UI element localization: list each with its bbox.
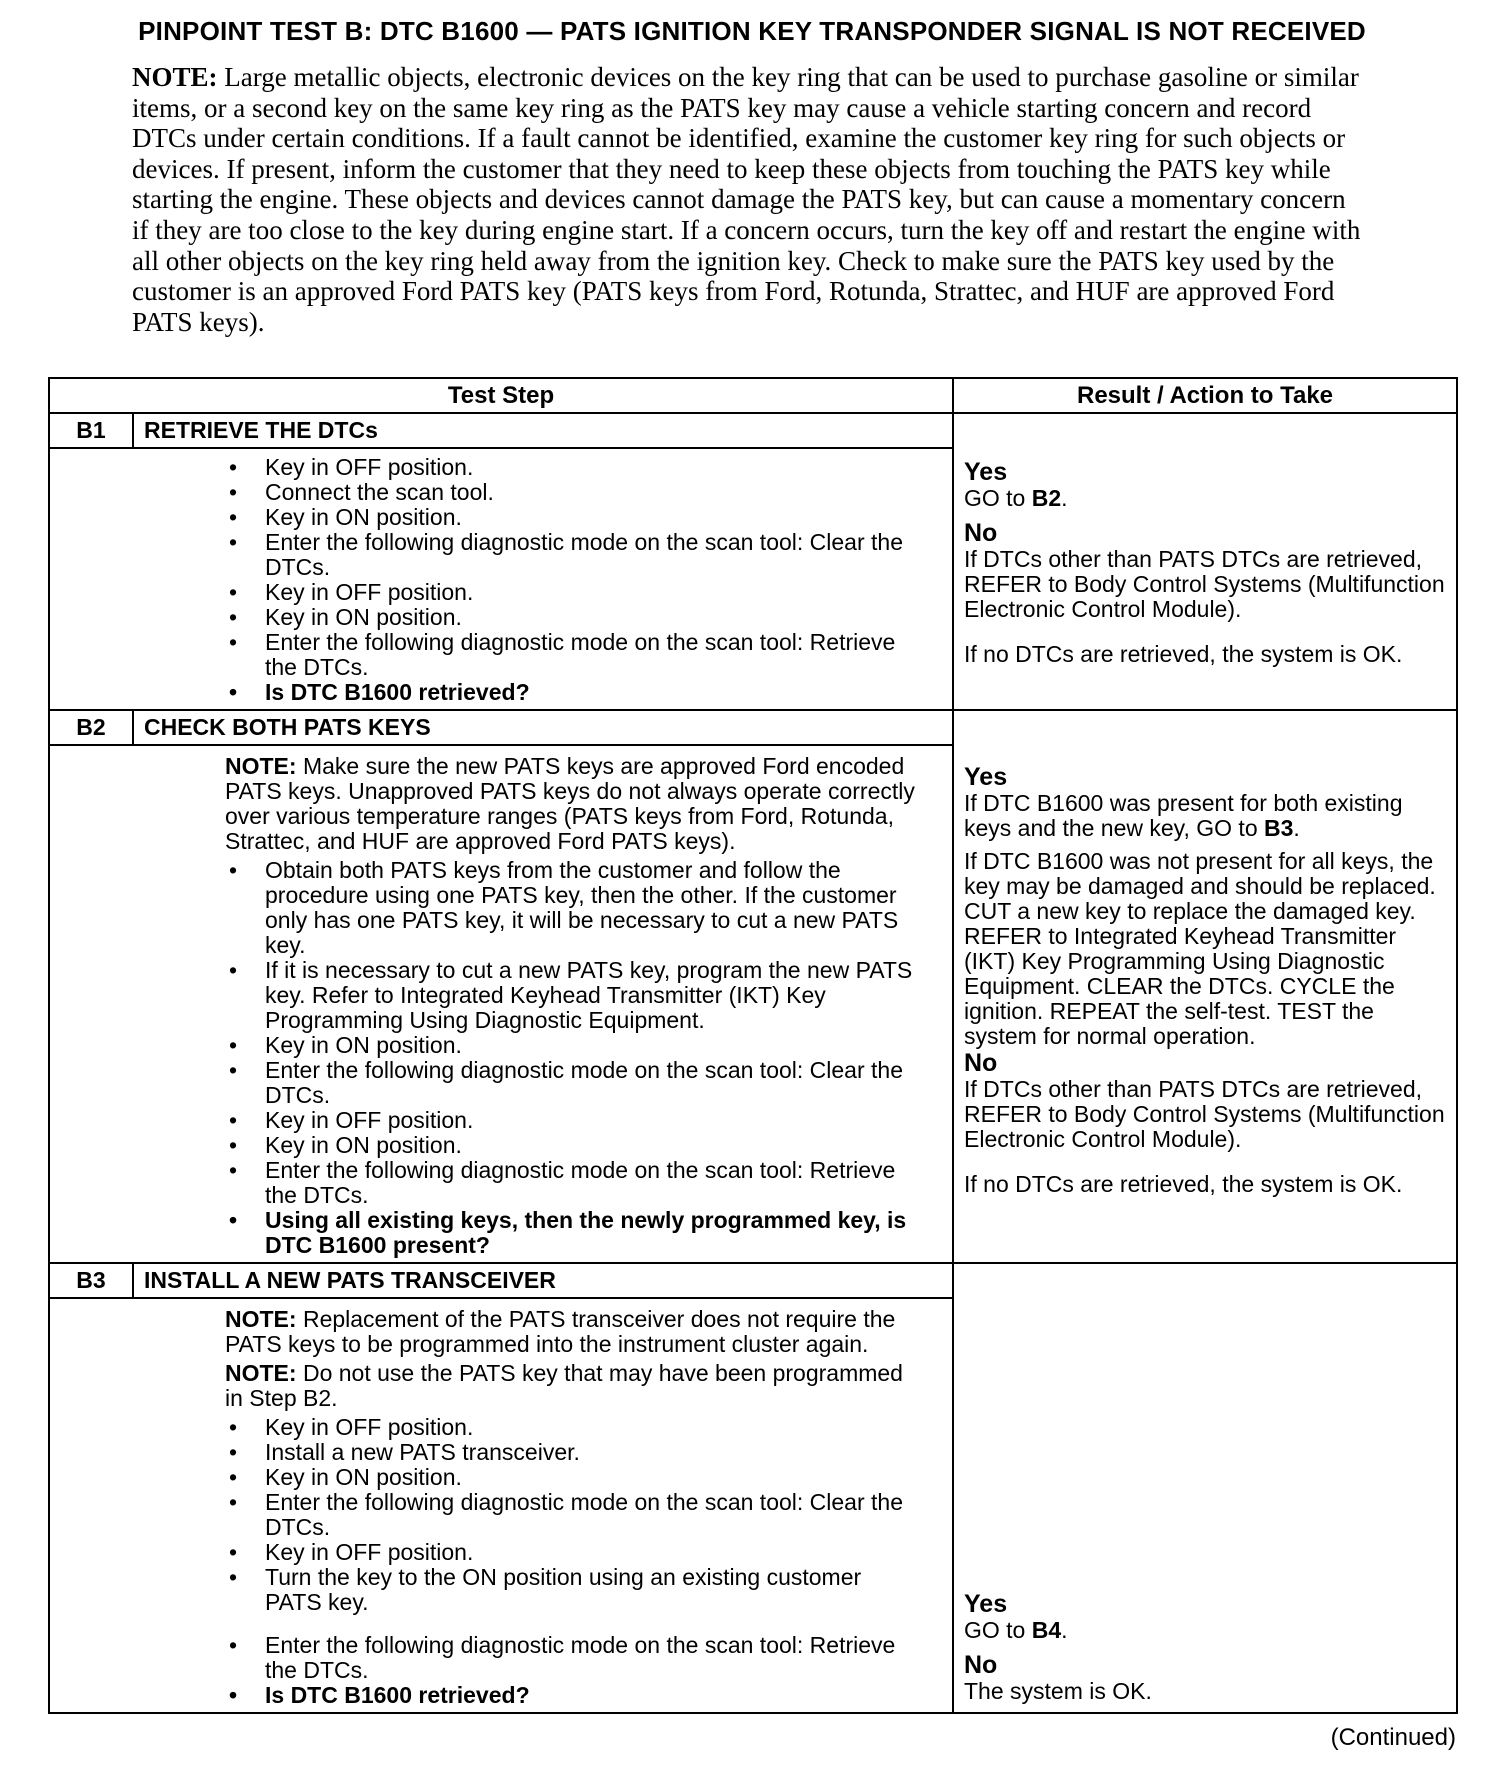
yes-label: Yes [964,1590,1008,1618]
no-action: The system is OK. [964,1678,1152,1704]
step-bullets [227,858,922,1258]
note-text: Replacement of the PATS transceiver does not require the PATS keys to be programmed into the instrument cluster again. [225,1306,896,1357]
bullet-item: • Key in ON position. [227,1465,922,1490]
step-body [133,448,953,710]
continued-label: (Continued) [1330,1724,1456,1751]
bullet-item: • Install a new PATS transceiver. [227,1440,922,1465]
bullet-item: • Enter the following diagnostic mode on the scan tool: Clear the DTCs. [227,1490,922,1540]
yes-label: Yes [964,458,1008,486]
step-question: • Is DTC B1600 retrieved? [227,680,922,705]
intro-note [132,62,1362,337]
bullet-item: • Enter the following diagnostic mode on the scan tool: Retrieve the DTCs. [227,1158,922,1208]
header-test-step: Test Step [49,378,953,413]
step-name: CHECK BOTH PATS KEYS [133,710,953,745]
step-name: RETRIEVE THE DTCs [133,413,953,448]
bullet-item: • Key in OFF position. [227,580,922,605]
bullet-item: • Key in OFF position. [227,1540,922,1565]
step-spacer [49,448,133,710]
step-body [133,745,953,1263]
bullet-item: • Connect the scan tool. [227,480,922,505]
note-text: Make sure the new PATS keys are approved Ford encoded PATS keys. Unapproved PATS keys do not always operate correctly over various temperature ranges (PATS keys from Ford, Rotunda, Strattec, and HUF are approved Ford PATS keys). [225,753,915,854]
yes-label: Yes [964,763,1008,791]
step-title-row [49,1263,1457,1298]
step-note [225,1361,922,1411]
step-spacer [49,1298,133,1713]
no-action: If DTCs other than PATS DTCs are retrieved, REFER to Body Control Systems (Multifunction Electronic Control Module). [964,1076,1445,1152]
step-result [953,710,1457,1263]
step-title-row [49,710,1457,745]
yes-action [964,1618,1450,1643]
step-title-row [49,413,1457,448]
bullet-item: • Turn the key to the ON position using an existing customer PATS key. [227,1565,922,1615]
bullet-item: • Obtain both PATS keys from the customer and follow the procedure using one PATS key, then the other. If the customer only has one PATS key, it will be necessary to cut a new PATS key. [227,858,922,958]
page-title: PINPOINT TEST B: DTC B1600 — PATS IGNITION KEY TRANSPONDER SIGNAL IS NOT RECEIVED [138,16,1366,46]
step-name: INSTALL A NEW PATS TRANSCEIVER [133,1263,953,1298]
pinpoint-test-table [48,377,1458,1714]
step-id: B2 [49,710,133,745]
yes-target: B2 [1031,485,1062,511]
bullet-item: • Key in ON position. [227,605,922,630]
bullet-item: • Enter the following diagnostic mode on the scan tool: Clear the DTCs. [227,530,922,580]
yes-suffix: . [1061,485,1068,511]
step-result [953,1263,1457,1713]
no-action: If DTCs other than PATS DTCs are retrieved, REFER to Body Control Systems (Multifunction Electronic Control Module). [964,546,1445,622]
no-action-2: If no DTCs are retrieved, the system is OK. [964,641,1403,667]
bullet-item: • Key in ON position. [227,1133,922,1158]
intro-note-label: NOTE: [132,62,218,92]
step-id: B3 [49,1263,133,1298]
no-action-2: If no DTCs are retrieved, the system is OK. [964,1171,1403,1197]
bullet-item: • Enter the following diagnostic mode on the scan tool: Retrieve the DTCs. [227,1633,922,1683]
yes-action [964,486,1450,511]
header-result: Result / Action to Take [953,378,1457,413]
step-note [225,1307,922,1357]
step-question: • Is DTC B1600 retrieved? [227,1683,922,1708]
no-label: No [964,519,998,547]
yes-extra: If DTC B1600 was not present for all keys, the key may be damaged and should be replaced. CUT a new key to replace the damaged key. REFER to Integrated Keyhead Transmitter (IKT) Key Programming Using Diagnostic Equipment. CLEAR the DTCs. CYCLE the ignition. REPEAT the self-test. TEST the system for normal operation. [964,848,1436,1049]
step-bullets [227,1415,922,1708]
yes-prefix: If DTC B1600 was present for both existing keys and the new key, GO to [964,790,1403,841]
yes-target: B4 [1031,1617,1062,1643]
bullet-item: • Key in OFF position. [227,455,922,480]
yes-prefix: GO to [964,1617,1032,1643]
intro-note-text: Large metallic objects, electronic devices on the key ring that can be used to purchase gasoline or similar items, or a second key on the same key ring as the PATS key may cause a vehicle starting concern and record DTCs under certain conditions. If a fault cannot be identified, examine the customer key ring for such objects or devices. If present, inform the customer that they need to keep these objects from touching the PATS key while starting the engine. These objects and devices cannot damage the PATS key, but can cause a momentary concern if they are too close to the key during engine start. If a concern occurs, turn the key off and restart the engine with all other objects on the key ring held away from the ignition key. Check to make sure the PATS key used by the customer is an approved Ford PATS key (PATS keys from Ford, Rotunda, Strattec, and HUF are approved Ford PATS keys). [132,62,1361,337]
bullet-item: • Key in OFF position. [227,1415,922,1440]
yes-suffix: . [1061,1617,1068,1643]
step-id: B1 [49,413,133,448]
bullet-item: • Key in ON position. [227,505,922,530]
step-question: • Using all existing keys, then the newly programmed key, is DTC B1600 present? [227,1208,922,1258]
yes-suffix: . [1293,815,1300,841]
bullet-item: • Key in OFF position. [227,1108,922,1133]
yes-action [964,791,1450,841]
bullet-item: • If it is necessary to cut a new PATS key, program the new PATS key. Refer to Integrated Keyhead Transmitter (IKT) Key Programming Using Diagnostic Equipment. [227,958,922,1033]
bullet-item: • Key in ON position. [227,1033,922,1058]
bullet-item: • Enter the following diagnostic mode on the scan tool: Retrieve the DTCs. [227,630,922,680]
note-text: Do not use the PATS key that may have been programmed in Step B2. [225,1360,903,1411]
step-result [953,413,1457,710]
yes-prefix: GO to [964,485,1032,511]
table-header-row [49,378,1457,413]
bullet-item: • Enter the following diagnostic mode on the scan tool: Clear the DTCs. [227,1058,922,1108]
yes-target: B3 [1264,815,1294,841]
no-label: No [964,1651,998,1679]
note-label: NOTE: [225,1360,297,1386]
step-bullets [227,455,922,705]
note-label: NOTE: [225,753,297,779]
no-label: No [964,1049,998,1077]
note-label: NOTE: [225,1306,297,1332]
step-spacer [49,745,133,1263]
step-note [225,754,922,854]
step-body [133,1298,953,1713]
